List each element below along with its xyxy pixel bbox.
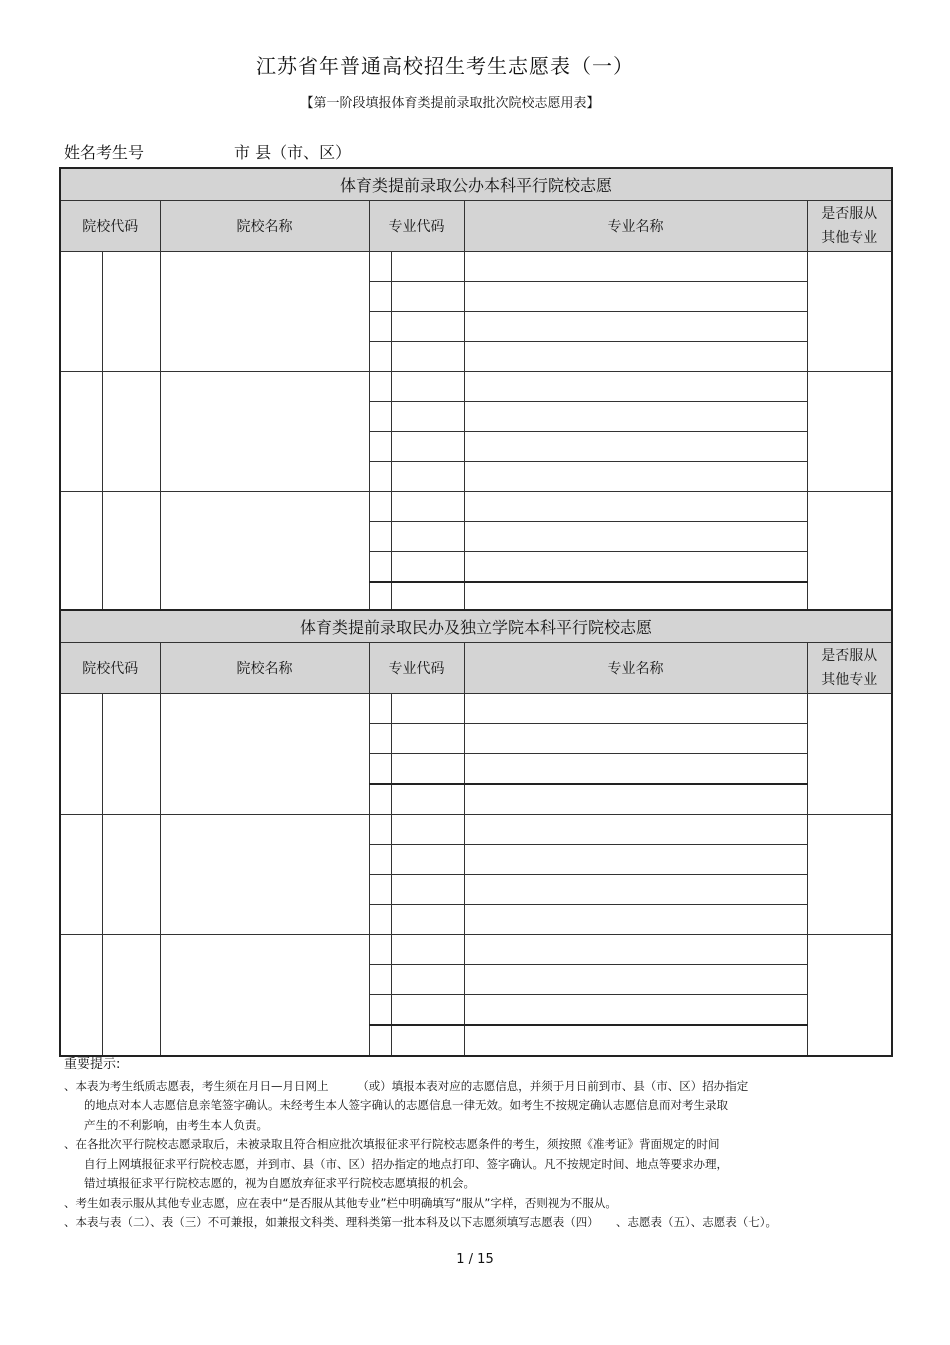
- note-2-line2: 自行上网填报征求平行院校志愿，并到市、县（市、区）招办指定的地点打印、签字确认。凡不按规定时间、地点等要求办理，: [84, 1156, 728, 1171]
- col-obey-other-major: [807, 201, 892, 252]
- major-name-cell[interactable]: [464, 905, 807, 935]
- major-index-cell[interactable]: [369, 282, 391, 312]
- notes-heading: 重要提示:: [64, 1057, 121, 1072]
- section-title: 体育类提前录取民办及独立学院本科平行院校志愿: [60, 610, 892, 643]
- school-code-cell-a[interactable]: [60, 252, 102, 372]
- obey-line2: 其他专业: [821, 230, 878, 246]
- major-code-cell[interactable]: [391, 402, 464, 432]
- major-name-cell[interactable]: [464, 995, 807, 1026]
- obey-cell[interactable]: [807, 372, 892, 492]
- major-name-cell[interactable]: [464, 552, 807, 583]
- obey-line1: 是否服从: [821, 648, 878, 664]
- major-index-cell[interactable]: [369, 694, 391, 724]
- major-code-cell[interactable]: [391, 282, 464, 312]
- obey-cell[interactable]: [807, 492, 892, 614]
- obey-cell[interactable]: [807, 694, 892, 815]
- major-index-cell[interactable]: [369, 342, 391, 372]
- note-2-line1: 、在各批次平行院校志愿录取后，未被录取且符合相应批次填报征求平行院校志愿条件的考生，须按照《准考证》背面规定的时间: [64, 1137, 720, 1151]
- major-name-cell[interactable]: [464, 342, 807, 372]
- major-code-cell[interactable]: [391, 935, 464, 965]
- major-name-cell[interactable]: [464, 935, 807, 965]
- section-table-public: [59, 167, 893, 614]
- major-name-cell[interactable]: [464, 282, 807, 312]
- note-3-line1: 、考生如表示服从其他专业志愿，应在表中“是否服从其他专业”栏中明确填写“服从”字样，否则视为不服从。: [64, 1195, 617, 1210]
- major-name-cell[interactable]: [464, 845, 807, 875]
- choice-row: [60, 694, 892, 724]
- col-major-name: 专业名称: [464, 201, 807, 252]
- major-index-cell[interactable]: [369, 815, 391, 845]
- major-code-cell[interactable]: [391, 754, 464, 785]
- major-name-cell[interactable]: [464, 462, 807, 492]
- major-code-cell[interactable]: [391, 522, 464, 552]
- col-major-code: 专业代码: [369, 201, 464, 252]
- note-4-line1: 、本表与表（二）、表（三）不可兼报，如兼报文科类、理科类第一批本科及以下志愿须填写志愿表（四） 、志愿表（五）、志愿表（七）。: [64, 1215, 777, 1229]
- school-name-cell[interactable]: [160, 252, 369, 372]
- col-obey-other-major: [807, 643, 892, 694]
- major-code-cell[interactable]: [391, 492, 464, 522]
- major-name-cell[interactable]: [464, 965, 807, 995]
- note-1-line1: 、本表为考生纸质志愿表，考生须在月日—月日网上 （或）填报本表对应的志愿信息，并须于月日前到市、县（市、区）招办指定: [64, 1078, 749, 1093]
- choice-row: [60, 935, 892, 965]
- page-number: 1 / 15: [456, 1252, 494, 1267]
- obey-cell[interactable]: [807, 252, 892, 372]
- major-name-cell[interactable]: [464, 312, 807, 342]
- col-major-name: 专业名称: [464, 643, 807, 694]
- major-code-cell[interactable]: [391, 965, 464, 995]
- name-examno-label: 姓名考生号: [64, 143, 145, 162]
- col-school-code: 院校代码: [60, 201, 160, 252]
- note-1-line2: 的地点对本人志愿信息亲笔签字确认。未经考生本人签字确认的志愿信息一律无效。如考生不按规定确认志愿信息而对考生录取: [84, 1098, 728, 1112]
- obey-cell[interactable]: [807, 935, 892, 1057]
- major-code-cell[interactable]: [391, 845, 464, 875]
- section-title-row: [60, 168, 892, 201]
- school-code-cell-a[interactable]: [60, 492, 102, 614]
- major-code-cell[interactable]: [391, 552, 464, 583]
- header-row: [60, 201, 892, 252]
- major-name-cell[interactable]: [464, 875, 807, 905]
- header-row: [60, 643, 892, 694]
- major-code-cell[interactable]: [391, 1025, 464, 1056]
- section-title-row: [60, 610, 892, 643]
- school-name-cell[interactable]: [160, 694, 369, 815]
- obey-line1: 是否服从: [821, 206, 878, 222]
- major-code-cell[interactable]: [391, 905, 464, 935]
- school-code-cell-a[interactable]: [60, 815, 102, 935]
- col-major-code: 专业代码: [369, 643, 464, 694]
- note-1-line3: 产生的不利影响，由考生本人负责。: [84, 1117, 268, 1132]
- major-index-cell[interactable]: [369, 724, 391, 754]
- school-code-cell-b[interactable]: [102, 935, 160, 1057]
- col-school-name: 院校名称: [160, 201, 369, 252]
- major-index-cell[interactable]: [369, 522, 391, 552]
- note-2-line3: 错过填报征求平行院校志愿的，视为自愿放弃征求平行院校志愿填报的机会。: [84, 1176, 475, 1190]
- major-index-cell[interactable]: [369, 995, 391, 1026]
- section-table-private: [59, 609, 893, 1057]
- major-code-cell[interactable]: [391, 312, 464, 342]
- applicant-info-row: [64, 140, 351, 163]
- school-name-cell[interactable]: [160, 372, 369, 492]
- major-index-cell[interactable]: [369, 312, 391, 342]
- major-name-cell[interactable]: [464, 522, 807, 552]
- school-code-cell-b[interactable]: [102, 372, 160, 492]
- major-index-cell[interactable]: [369, 784, 391, 815]
- form-subtitle: 【第一阶段填报体育类提前录取批次院校志愿用表】: [300, 96, 600, 111]
- choice-row: [60, 492, 892, 522]
- major-name-cell[interactable]: [464, 432, 807, 462]
- school-name-cell[interactable]: [160, 935, 369, 1057]
- col-school-code: 院校代码: [60, 643, 160, 694]
- important-notes: [64, 1055, 904, 1233]
- major-index-cell[interactable]: [369, 462, 391, 492]
- school-code-cell-b[interactable]: [102, 492, 160, 614]
- obey-cell[interactable]: [807, 815, 892, 935]
- major-name-cell[interactable]: [464, 372, 807, 402]
- major-name-cell[interactable]: [464, 492, 807, 522]
- major-name-cell[interactable]: [464, 784, 807, 815]
- school-name-cell[interactable]: [160, 815, 369, 935]
- major-index-cell[interactable]: [369, 1025, 391, 1056]
- form-title: 江苏省年普通高校招生考生志愿表（一）: [256, 54, 634, 78]
- major-code-cell[interactable]: [391, 875, 464, 905]
- obey-line2: 其他专业: [821, 672, 878, 688]
- major-name-cell[interactable]: [464, 694, 807, 724]
- major-name-cell[interactable]: [464, 754, 807, 785]
- major-index-cell[interactable]: [369, 754, 391, 785]
- school-code-cell-a[interactable]: [60, 372, 102, 492]
- major-index-cell[interactable]: [369, 552, 391, 583]
- choice-row: [60, 815, 892, 845]
- major-code-cell[interactable]: [391, 784, 464, 815]
- major-name-cell[interactable]: [464, 402, 807, 432]
- school-code-cell-b[interactable]: [102, 252, 160, 372]
- major-code-cell[interactable]: [391, 252, 464, 282]
- major-code-cell[interactable]: [391, 372, 464, 402]
- major-code-cell[interactable]: [391, 815, 464, 845]
- major-name-cell[interactable]: [464, 815, 807, 845]
- school-code-cell-b[interactable]: [102, 815, 160, 935]
- major-name-cell[interactable]: [464, 1025, 807, 1056]
- major-code-cell[interactable]: [391, 724, 464, 754]
- major-name-cell[interactable]: [464, 252, 807, 282]
- col-school-name: 院校名称: [160, 643, 369, 694]
- school-code-cell-a[interactable]: [60, 694, 102, 815]
- major-index-cell[interactable]: [369, 402, 391, 432]
- major-name-cell[interactable]: [464, 724, 807, 754]
- major-index-cell[interactable]: [369, 875, 391, 905]
- major-code-cell[interactable]: [391, 995, 464, 1026]
- major-index-cell[interactable]: [369, 965, 391, 995]
- region-label: 市 县（市、区）: [234, 143, 352, 162]
- major-index-cell[interactable]: [369, 492, 391, 522]
- major-code-cell[interactable]: [391, 432, 464, 462]
- major-index-cell[interactable]: [369, 935, 391, 965]
- major-code-cell[interactable]: [391, 342, 464, 372]
- major-index-cell[interactable]: [369, 372, 391, 402]
- major-index-cell[interactable]: [369, 432, 391, 462]
- choice-row: [60, 372, 892, 402]
- major-code-cell[interactable]: [391, 694, 464, 724]
- school-code-cell-b[interactable]: [102, 694, 160, 815]
- school-code-cell-a[interactable]: [60, 935, 102, 1057]
- section-title: 体育类提前录取公办本科平行院校志愿: [60, 168, 892, 201]
- choice-row: [60, 252, 892, 282]
- major-index-cell[interactable]: [369, 845, 391, 875]
- major-code-cell[interactable]: [391, 462, 464, 492]
- major-index-cell[interactable]: [369, 252, 391, 282]
- school-name-cell[interactable]: [160, 492, 369, 614]
- major-index-cell[interactable]: [369, 905, 391, 935]
